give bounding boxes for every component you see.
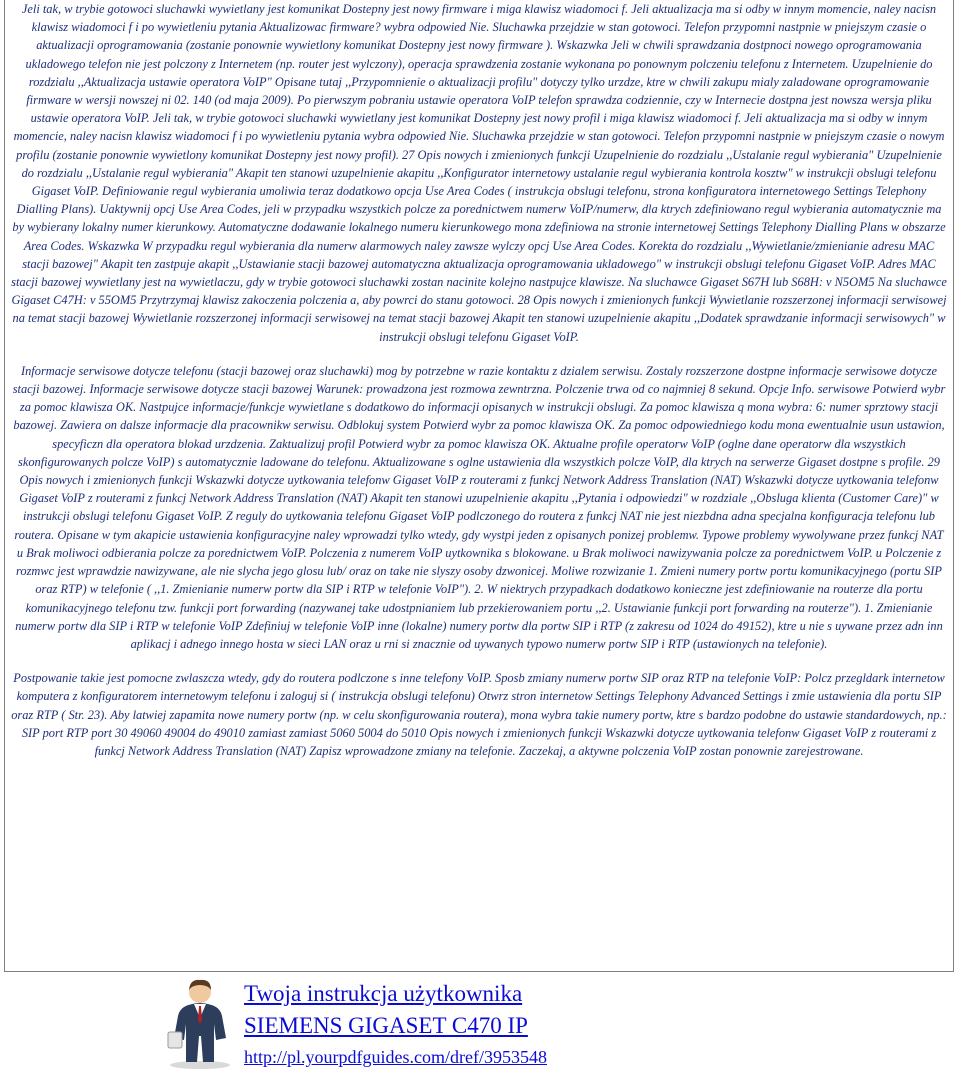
manual-title-link[interactable]: Twoja instrukcja użytkownika <box>244 981 523 1006</box>
document-page <box>4 0 954 972</box>
product-name-link[interactable]: SIEMENS GIGASET C470 IP <box>244 1013 528 1038</box>
body-paragraph-1: Jeli tak, w trybie gotowoci sluchawki wywietlany jest komunikat Dostepny jest nowy firmware i miga klawisz wiadomoci f. Jeli aktualizacja ma si odby w innym momencie, naley nacisn klawisz wiadomoci f i po wywietleniu pytania Aktualizowac firmware? wybra odpowied Nie. Sluchawka przejdzie w stan gotowoci. Telefon przypomni nastpnie w pniejszym czasie o aktualizacji oprogramowania (zostanie ponownie wywietlony komunikat Dostepny jest nowy firmware ). Wskazwka Jeli w chwili sprawdzania dostpnoci nowego oprogramowania ukladowego telefon nie jest polczony z Internetem (np. router jest wylczony), operacja sprawdzenia zostanie wykonana po ponownym polczeniu telefonu z Internetem. Uzupelnienie do rozdzialu ,,Aktualizacja ustawie operatora VoIP" Opisane tutaj ,,Przypomnienie o aktualizacji profilu" dotyczy tylko urzdze, ktre w chwili zakupu mialy zaladowane oprogramowanie firmware w wersji nowszej ni 02. 140 (od maja 2009). Po pierwszym pobraniu ustawie operatora VoIP telefon sprawdza codziennie, czy w Internecie dostpna jest nowsza wersja pliku ustawie operatora VoIP. Jeli tak, w trybie gotowoci sluchawki wywietlany jest komunikat Dostepny jest nowy profil i miga klawisz wiadomoci f. Jeli aktualizacja ma si odby w innym momencie, naley nacisn klawisz wiadomoci f i po wywietleniu pytania wybra odpowied Nie. Sluchawka przejdzie w stan gotowoci. Telefon przypomni nastpnie w pniejszym czasie o nowym profilu (zostanie ponownie wywietlony komunikat Dostepny jest nowy profil). 27 Opis nowych i zmienionych funkcji Uzupelnienie do rozdzialu ,,Ustalanie regul wybierania" Uzupelnienie do rozdzialu ,,Ustalanie regul wybierania" Akapit ten stanowi uzupelnienie akapitu ,,Konfigurator internetowy ustalanie regul wybierania kontrola kosztw" w instrukcji obslugi telefonu Gigaset VoIP. Definiowanie regul wybierania umoliwia teraz dodatkowo opcja Use Area Codes ( instrukcja obslugi telefonu, strona konfiguratora internetowego Settings Telephony Dialling Plans). Uaktywnij opcj Use Area Codes, jeli w przypadku wszystkich polcze za porednictwem numerw VoIP/numerw, dla ktrych zdefiniowano regul wybierania automatycznie ma by wybierany lokalny numer kierunkowy. Automatyczne dodawanie lokalnego numeru kierunkowego mona zdefiniowa na stronie internetowej Settings Telephony Dialling Plans w obszarze Area Codes. Wskazwka W przypadku regul wybierania dla numerw alarmowych naley zawsze wylczy opcj Use Area Codes. Korekta do rozdzialu ,,Wywietlanie/zmienianie adresu MAC stacji bazowej" Akapit ten zastpuje akapit ,,Ustawianie stacji bazowej automatyczna aktualizacja oprogramowania ukladowego" w instrukcji obslugi telefonu Gigaset VoIP. Adres MAC stacji bazowej wywietlany jest na wywietlaczu, gdy w trybie gotowoci sluchawki zostan nacinite kolejno nastpujce klawisze. Na sluchawce Gigaset S67H lub S68H: v N5OM5 Na sluchawce Gigaset C47H: v 55OM5 Przytrzymaj klawisz zakoczenia polczenia a, aby powrci do stanu gotowoci. 28 Opis nowych i zmienionych funkcji Wywietlanie rozszerzonej informacji serwisowej na temat stacji bazowej Wywietlanie rozszerzonej informacji serwisowej na temat stacji bazowej Akapit ten stanowi uzupelnienie akapitu ,,Dodatek sprawdzanie informacji serwisowych" w instrukcji obslugi telefonu Gigaset VoIP. <box>11 2 947 344</box>
man-in-suit-logo-icon <box>160 976 240 1070</box>
body-paragraph-2: Informacje serwisowe dotycze telefonu (stacji bazowej oraz sluchawki) mog by potrzebne w razie kontaktu z dzialem serwisu. Zostaly rozszerzone dostpne informacje serwisowe dotycze stacji bazowej. Informacje serwisowe dotycze stacji bazowej Warunek: prowadzona jest rozmowa zewntrzna. Polczenie trwa od co najmniej 8 sekund. Opcje Info. serwisowe Potwierd wybr za pomoc klawisza OK. Nastpujce informacje/funkcje wywietlane s dodatkowo do informacji opisanych w instrukcji obslugi. Za pomoc klawisza q mona wybra: 6: numer sprztowy stacji bazowej. Zawiera on dalsze informacje dla pracownikw serwisu. Odblokuj system Potwierd wybr za pomoc klawisza OK. Za pomoc odpowiedniego kodu mona ewentualnie usun ustawion, specyficzn dla operatora blokad urzdzenia. Zaktualizuj profil Potwierd wybr za pomoc klawisza OK. Aktualne profile operatorw VoIP (oglne dane operatorw dla wszystkich skonfigurowanych polcze VoIP) s automatycznie ladowane do telefonu. Aktualizowane s oglne ustawienia dla wszystkich polcze VoIP, dla ktrych na serwerze Gigaset dostpne s profile. 29 Opis nowych i zmienionych funkcji Wskazwki dotycze uytkowania telefonw Gigaset VoIP z routerami z funkcj Network Address Translation (NAT) Wskazwki dotycze uytkowania telefonw Gigaset VoIP z routerami z funkcj Network Address Translation (NAT) Akapit ten stanowi uzupelnienie akapitu ,,Pytania i odpowiedzi" w rozdziale ,,Obsluga klienta (Customer Care)" w instrukcji obslugi telefonu Gigaset VoIP. Z reguly do uytkowania telefonu Gigaset VoIP podlczonego do routera z funkcj NAT nie jest niezbdna adna specjalna konfiguracja telefonu lub routera. Opisane w tym akapicie ustawienia konfiguracyjne naley wprowadzi tylko wtedy, gdy wystpi jeden z opisanych ponizej problemw. Typowe problemy wywolywane przez funkcj NAT u Brak moliwoci odbierania polcze za porednictwem VoIP. Polczenia z numerem VoIP uytkownika s blokowane. u Brak moliwoci nawizywania polcze za porednictwem VoIP. u Polczenie z rozmwc jest wprawdzie nawizywane, ale nie slycha jego glosu lub/ oraz on take nie slyszy osoby dzwonicej. Moliwe rozwizanie 1. Zmieni numery portw portu komunikacyjnego (portu SIP oraz RTP) w telefonie ( ,,1. Zmienianie numerw portw dla SIP i RTP w telefonie VoIP"). 2. W niektrych przypadkach dodatkowo konieczne jest zdefiniowanie na routerze dla portu komunikacyjnego telefonu tzw. funkcji port forwarding (nazywanej take udostpnianiem lub przekierowaniem portu ,,2. Ustawianie funkcji port forwarding na routerze"). 1. Zmienianie numerw portw dla SIP i RTP w telefonie VoIP Zdefiniuj w telefonie VoIP inne (lokalne) numery portw dla portw SIP i RTP (z zakresu od 1024 do 49152), ktre u nie s uywane przez adn inn aplikacj i adnego innego hosta w sieci LAN oraz u rni si znacznie od uywanych typowo numerw portw SIP i RTP (ustawionych na telefonie). <box>12 363 946 651</box>
footer <box>160 976 660 1070</box>
footer-links <box>244 978 547 1070</box>
manual-url-link[interactable]: http://pl.yourpdfguides.com/dref/3953548 <box>244 1047 547 1067</box>
body-paragraph-3: Postpowanie takie jest pomocne zwlaszcza wtedy, gdy do routera podlczone s inne telefony VoIP. Sposb zmiany numerw portw SIP oraz RTP na telefonie VoIP: Polcz przegldark internetow komputera z konfiguratorem internetowym telefonu i zaloguj si ( instrukcja obslugi telefonu) Otwrz stron internetow Settings Telephony Advanced Settings i zmie ustawienia dla portu SIP oraz RTP ( Str. 23). Aby latwiej zapamita nowe numery portw (np. w celu skonfigurowania routera), mona wybra takie numery portw, ktre s bardzo podobne do ustawie standardowych, np.: SIP port RTP port 30 49060 49004 do 49010 zamiast zamiast 5060 5004 do 5010 Opis nowych i zmienionych funkcji Wskazwki dotycze uytkowania telefonw Gigaset VoIP z routerami z funkcj Network Address Translation (NAT) Zapisz wprowadzone zmiany na telefonie. Zaczekaj, a aktywne polczenia VoIP zostan ponownie zarejestrowane. <box>11 671 947 758</box>
